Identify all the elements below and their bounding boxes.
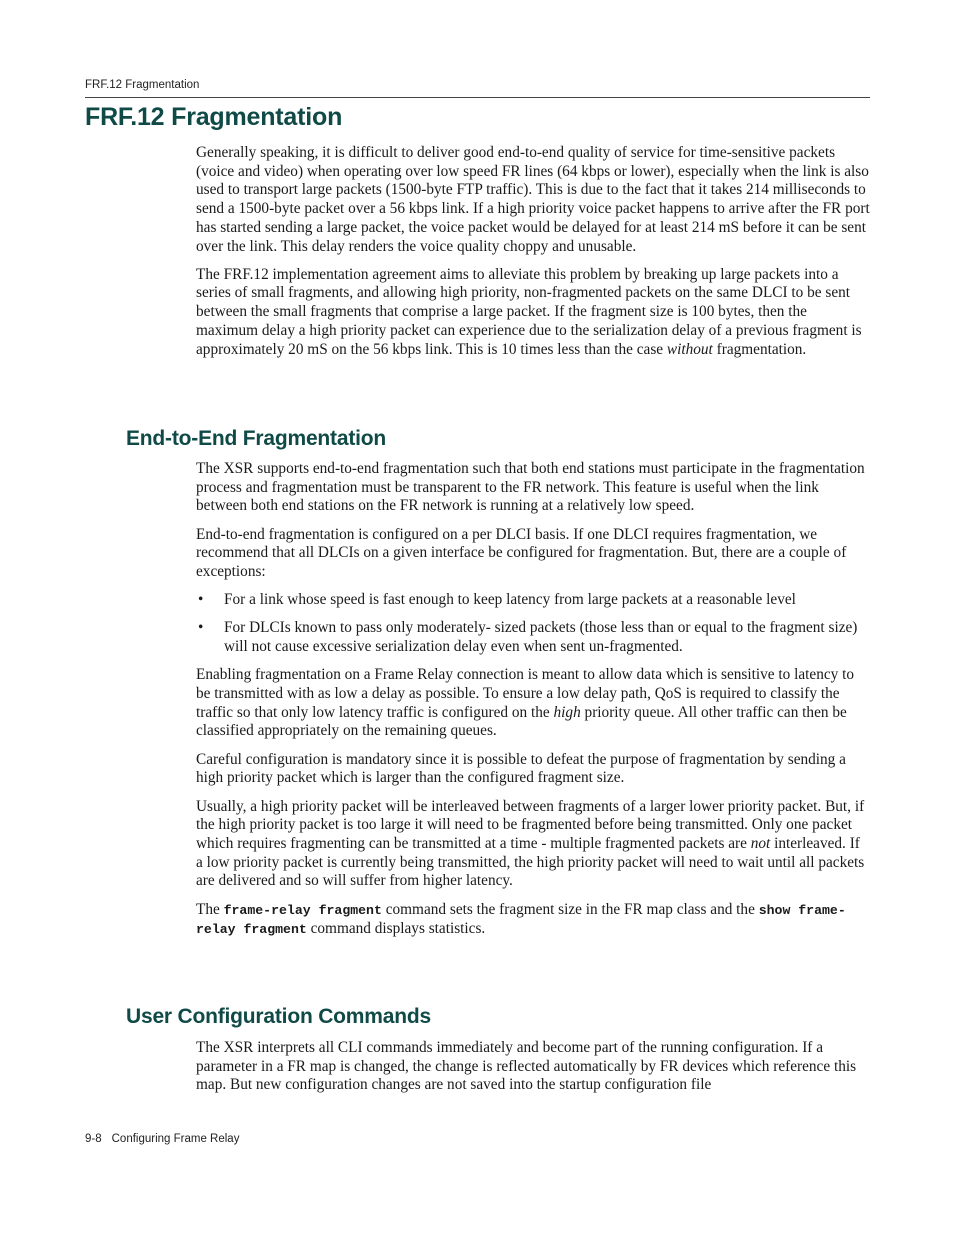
page-title: FRF.12 Fragmentation xyxy=(85,103,343,131)
user-config-section xyxy=(196,1039,870,1105)
intro-paragraph-1: Generally speaking, it is difficult to deliver good end-to-end quality of service for time-sensitive packets (voice and video) when operating over low speed FR lines (64 kbps or lower), especially when the link is also used to transport large packets (1500-byte FTP traffic). This is due to the fact that it takes 214 milliseconds to send a 1500-byte packet over a 56 kbps link. If a high priority voice packet happens to arrive after the FR port has started sending a large packet, the voice packet would be delayed for at least 214 mS before it can be sent over the link. This delay renders the voice quality choppy and unusable. xyxy=(196,144,870,255)
end-to-end-section xyxy=(196,460,870,949)
command-frame-relay-fragment: frame-relay fragment xyxy=(223,902,382,918)
section-heading-user-config: User Configuration Commands xyxy=(126,1005,431,1028)
end-to-end-paragraph-6: The frame-relay fragment command sets the fragment size in the FR map class and the show frame-relay fragment command displays statistics. xyxy=(196,900,846,938)
end-to-end-paragraph-5: Usually, a high priority packet will be interleaved between fragments of a larger lower priority packet. But, if the high priority packet is too large it will need to be fragmented before being transmitted. Only one packet which requires fragmenting can be transmitted at a time - multiple fragmented packets are not interleaved. If a low priority packet is currently being transmitted, the high priority packet will need to wait until all packets are delivered and so will suffer from higher latency. xyxy=(196,797,865,890)
running-footer xyxy=(85,1133,239,1145)
intro-section xyxy=(196,144,870,369)
page-number: 9-8 xyxy=(85,1133,102,1145)
section-heading-end-to-end: End-to-End Fragmentation xyxy=(126,427,387,450)
chapter-title: Configuring Frame Relay xyxy=(111,1133,240,1145)
user-config-paragraph-1: The XSR interprets all CLI commands immediately and become part of the running configuration. If a parameter in a FR map is changed, the change is reflected automatically by FR devices which reference this map. But new configuration changes are not saved into the startup configuration file xyxy=(196,1039,857,1094)
end-to-end-paragraph-1: The XSR supports end-to-end fragmentation such that both end stations must participate in the fragmentation process and fragmentation must be transparent to the FR network. This feature is useful when the link between both end stations on the FR network is running at a relatively low speed. xyxy=(196,460,865,515)
list-item: • For DLCIs known to pass only moderately- sized packets (those less than or equal to the fragment size) will not cause excessive serialization delay even when sent un-fragmented. xyxy=(198,619,858,656)
running-header: FRF.12 Fragmentation xyxy=(85,79,200,91)
emphasis-without: without xyxy=(666,340,713,358)
end-to-end-paragraph-4: Careful configuration is mandatory since it is possible to defeat the purpose of fragmentation by sending a high priority packet which is larger than the configured fragment size. xyxy=(196,750,846,787)
header-divider xyxy=(85,97,870,98)
command-show-frame-relay-fragment: show frame-relay fragment xyxy=(196,902,846,938)
bullet-icon: • xyxy=(198,591,204,609)
emphasis-not: not xyxy=(750,834,771,852)
intro-paragraph-2: The FRF.12 implementation agreement aims to alleviate this problem by breaking up large packets into a series of small fragments, and allowing high priority, non-fragmented packets on the same DLCI to be sent between the small fragments that comprise a large packet. If the fragment size is 100 bytes, then the maximum delay a high priority packet can experience due to the serialization delay of a previous fragment is approximately 20 mS on the 56 kbps link. This is 10 times less than the case without fragmentation. xyxy=(196,265,862,358)
emphasis-high: high xyxy=(553,703,581,721)
end-to-end-paragraph-3: Enabling fragmentation on a Frame Relay connection is meant to allow data which is sensitive to latency to be transmitted with as low a delay as possible. To ensure a low delay path, QoS is required to classify the traffic so that only low latency traffic is configured on the high priority queue. All other traffic can then be classified appropriately on the remaining queues. xyxy=(196,666,855,740)
exceptions-list xyxy=(196,591,870,657)
end-to-end-paragraph-2: End-to-end fragmentation is configured on a per DLCI basis. If one DLCI requires fragmentation, we recommend that all DLCIs on a given interface be configured for fragmentation. But, there are a couple of exceptions: xyxy=(196,525,847,581)
bullet-icon: • xyxy=(198,619,204,637)
list-item: • For a link whose speed is fast enough to keep latency from large packets at a reasonable level xyxy=(198,591,796,609)
